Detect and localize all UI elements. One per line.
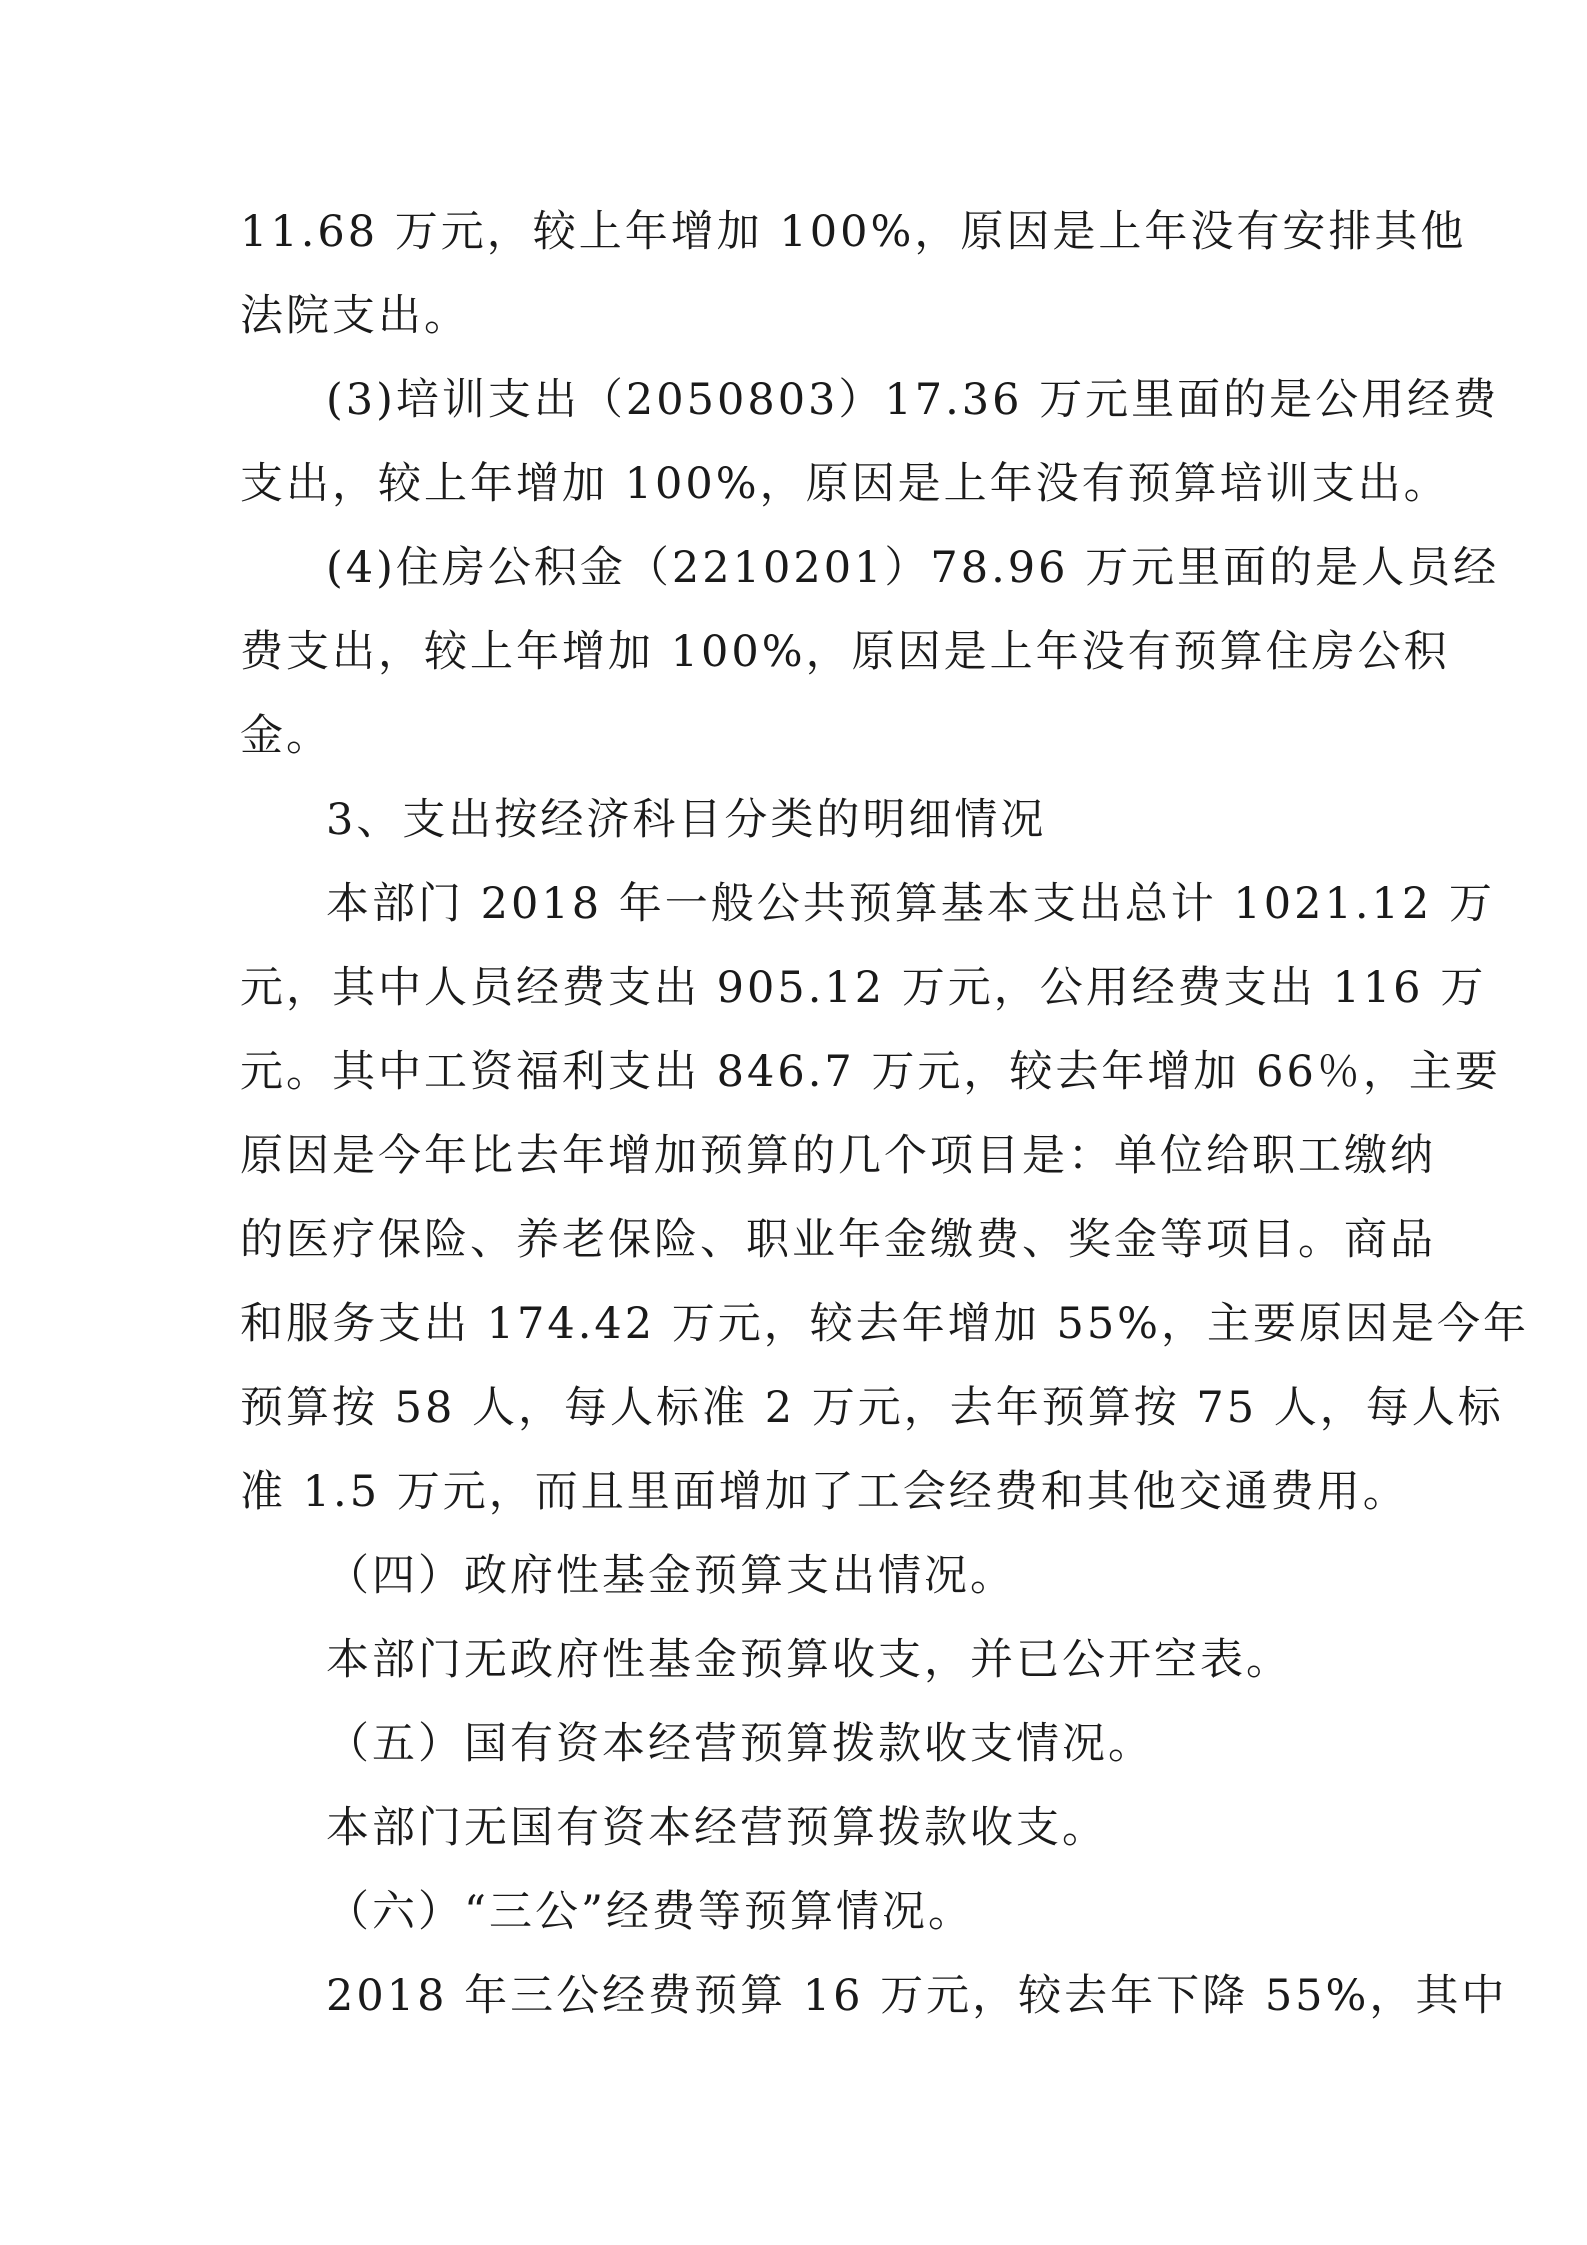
- text-line: (4)住房公积金（2210201）78.96 万元里面的是人员经: [326, 543, 1500, 593]
- text-line: 金。: [240, 711, 332, 761]
- text-line: 支出，较上年增加 100%，原因是上年没有预算培训支出。: [240, 459, 1450, 509]
- text-line: 法院支出。: [240, 291, 470, 341]
- section-heading: （六）“三公”经费等预算情况。: [326, 1887, 974, 1937]
- text-line: 的医疗保险、养老保险、职业年金缴费、奖金等项目。商品: [240, 1215, 1436, 1265]
- text-line: 原因是今年比去年增加预算的几个项目是：单位给职工缴纳: [240, 1131, 1436, 1181]
- section-heading: （五）国有资本经营预算拨款收支情况。: [326, 1719, 1154, 1769]
- text-line: 和服务支出 174.42 万元，较去年增加 55%，主要原因是今年: [240, 1299, 1530, 1349]
- text-line: 本部门无国有资本经营预算拨款收支。: [326, 1803, 1108, 1853]
- text-line: 预算按 58 人，每人标准 2 万元，去年预算按 75 人，每人标: [240, 1383, 1504, 1433]
- text-line: 准 1.5 万元，而且里面增加了工会经费和其他交通费用。: [240, 1467, 1409, 1517]
- text-line: (3)培训支出（2050803）17.36 万元里面的是公用经费: [326, 375, 1500, 425]
- text-line: 2018 年三公经费预算 16 万元，较去年下降 55%，其中: [326, 1971, 1508, 2021]
- text-line: 元。其中工资福利支出 846.7 万元，较去年增加 66％，主要: [240, 1047, 1501, 1097]
- text-line: 费支出，较上年增加 100%，原因是上年没有预算住房公积: [240, 627, 1450, 677]
- body-text: [240, 190, 1530, 2038]
- text-line: 本部门无政府性基金预算收支，并已公开空表。: [326, 1635, 1292, 1685]
- text-line: 本部门 2018 年一般公共预算基本支出总计 1021.12 万: [326, 879, 1495, 929]
- text-line: 11.68 万元，较上年增加 100%，原因是上年没有安排其他: [240, 207, 1467, 257]
- section-heading: （四）政府性基金预算支出情况。: [326, 1551, 1016, 1601]
- text-line: 元，其中人员经费支出 905.12 万元，公用经费支出 116 万: [240, 963, 1487, 1013]
- section-heading: 3、支出按经济科目分类的明细情况: [326, 795, 1047, 845]
